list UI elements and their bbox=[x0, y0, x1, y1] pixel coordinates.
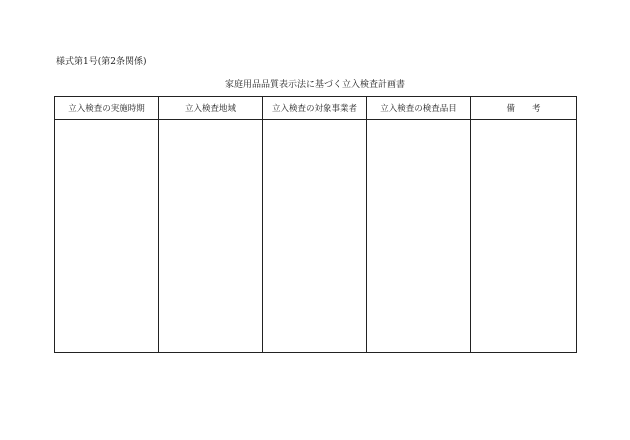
form-number: 様式第1号(第2条関係) bbox=[56, 57, 147, 67]
header-inspection-items bbox=[367, 97, 471, 120]
table-row bbox=[55, 120, 577, 353]
header-label: 立入検査の検査品目 bbox=[380, 104, 457, 114]
cell-inspection-items[interactable] bbox=[367, 120, 471, 353]
header-label: 立入検査地域 bbox=[184, 104, 236, 114]
table-header-row bbox=[55, 97, 577, 120]
inspection-plan-table bbox=[54, 96, 577, 353]
header-inspection-period bbox=[55, 97, 159, 120]
document-title: 家庭用品品質表示法に基づく立入検査計画書 bbox=[224, 80, 405, 90]
cell-remarks[interactable] bbox=[471, 120, 577, 353]
header-inspection-area bbox=[159, 97, 263, 120]
header-remarks bbox=[471, 97, 577, 120]
cell-inspection-area[interactable] bbox=[159, 120, 263, 353]
header-label: 立入検査の実施時期 bbox=[68, 104, 145, 114]
header-label: 立入検査の対象事業者 bbox=[271, 104, 357, 114]
cell-target-business[interactable] bbox=[263, 120, 367, 353]
header-target-business bbox=[263, 97, 367, 120]
cell-inspection-period[interactable] bbox=[55, 120, 159, 353]
header-label: 備 考 bbox=[506, 104, 541, 114]
